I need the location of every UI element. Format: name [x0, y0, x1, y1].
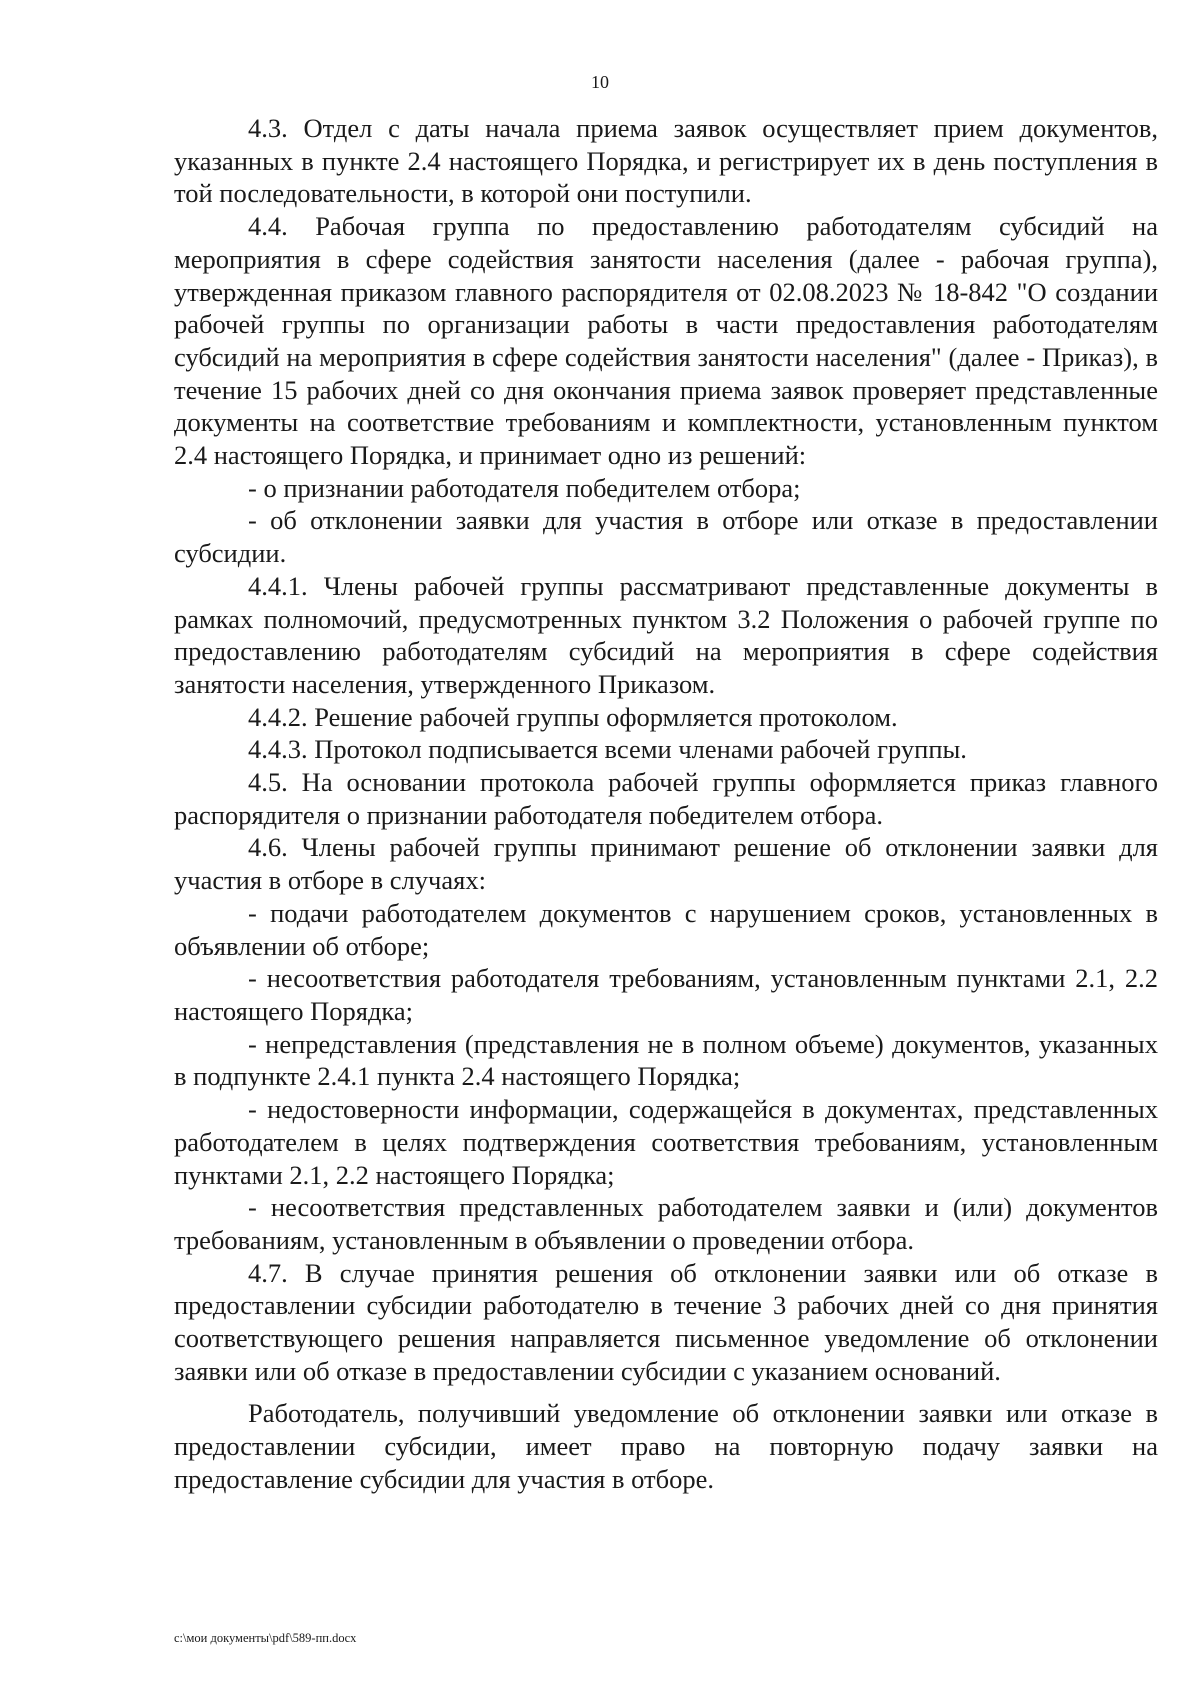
paragraph-4-5: 4.5. На основании протокола рабочей группы оформляется приказ главного распорядителя о признании работодателя победителем отбора. — [174, 767, 1158, 830]
document-body — [174, 112, 1158, 1496]
list-item-deadline-violation: - подачи работодателем документов с нарушением сроков, установленных в объявлении об отборе; — [174, 897, 1158, 961]
list-item-requirements-mismatch: - несоответствия работодателя требованиям, установленным пунктами 2.1, 2.2 настоящего Порядка; — [174, 963, 1158, 1026]
paragraph-4-4: 4.4. Рабочая группа по предоставлению работодателям субсидий на мероприятия в сфере содействия занятости населения (далее - рабочая группа), утвержденная приказом главного распорядителя от 02.08.2023 № 18-842 "О создании рабочей группы по организации работы в части предоставления работодателям субсидий на мероприятия в сфере содействия занятости населения" (далее - Приказ), в течение 15 рабочих дней со дня окончания приема заявок проверяет представленные документы на соответствие требованиям и комплектности, установленным пунктом 2.4 настоящего Порядка, и принимает одно из решений: — [174, 211, 1158, 471]
paragraph-4-7: 4.7. В случае принятия решения об отклонении заявки или об отказе в предоставлении субсидии работодателю в течение 3 рабочих дней со дня принятия соответствующего решения направляется письменное уведомление об отклонении заявки или об отказе в предоставлении субсидии с указанием оснований. — [174, 1257, 1158, 1386]
list-item-unreliable-information: - недостоверности информации, содержащейся в документах, представленных работодателем в целях подтверждения соответствия требованиям, установленным пунктами 2.1, 2.2 настоящего Порядка; — [174, 1094, 1158, 1190]
paragraph-4-4-3: 4.4.3. Протокол подписывается всеми членами рабочей группы. — [248, 734, 967, 765]
list-item-announcement-mismatch: - несоответствия представленных работодателем заявки и (или) документов требованиям, установленным в объявлении о проведении отбора. — [174, 1192, 1158, 1255]
paragraph-4-4-1: 4.4.1. Члены рабочей группы рассматривают представленные документы в рамках полномочий, предусмотренных пунктом 3.2 Положения о рабочей группе по предоставлению работодателям субсидий на мероприятия в сфере содействия занятости населения, утвержденного Приказом. — [174, 570, 1158, 699]
page-number: 10 — [591, 72, 609, 92]
list-item-missing-documents: - непредставления (представления не в полном объеме) документов, указанных в подпункте 2.4.1 пункта 2.4 настоящего Порядка; — [174, 1028, 1158, 1092]
list-item-rejection: - об отклонении заявки для участия в отборе или отказе в предоставлении субсидии. — [174, 505, 1158, 569]
list-item-winner: - о признании работодателя победителем отбора; — [248, 472, 801, 503]
paragraph-reapplication: Работодатель, получивший уведомление об отклонении заявки или отказе в предоставлении субсидии, имеет право на повторную подачу заявки на предоставление субсидии для участия в отборе. — [174, 1398, 1158, 1494]
paragraph-4-3: 4.3. Отдел с даты начала приема заявок осуществляет прием документов, указанных в пункте 2.4 настоящего Порядка, и регистрирует их в день поступления в той последовательности, в которой они поступили. — [174, 113, 1158, 209]
paragraph-4-6: 4.6. Члены рабочей группы принимают решение об отклонении заявки для участия в отборе в случаях: — [174, 832, 1158, 896]
footer-file-path: c:\мои документы\pdf\589-пп.docx — [174, 1631, 357, 1645]
paragraph-4-4-2: 4.4.2. Решение рабочей группы оформляется протоколом. — [248, 701, 898, 732]
